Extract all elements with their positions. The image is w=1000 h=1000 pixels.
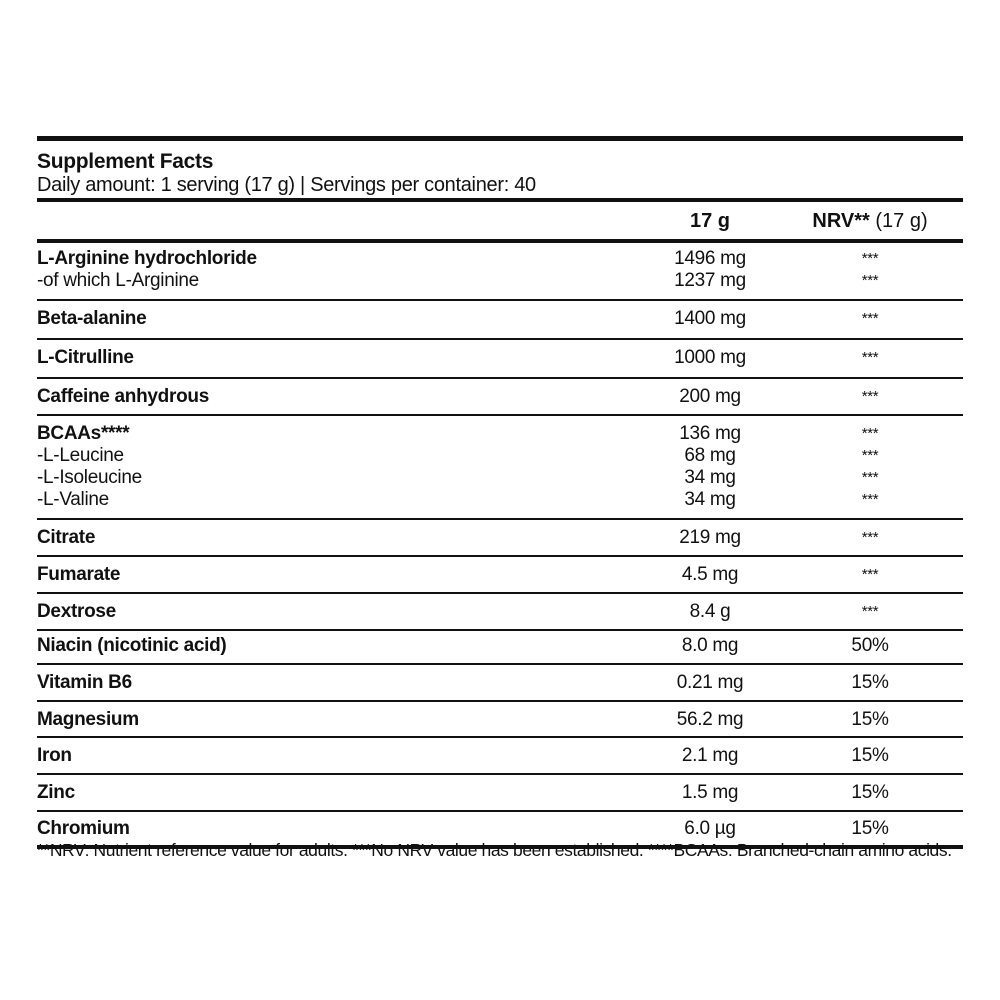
nutrient-amount: 1400 mg	[674, 308, 746, 329]
title-block	[37, 141, 963, 198]
nutrient-amount: 8.0 mg	[681, 635, 739, 656]
nutrient-amount: 1.5 mg	[681, 782, 739, 803]
nutrient-nrv: ***	[861, 603, 879, 620]
nutrient-amount: 6.0 µg	[684, 818, 736, 839]
supplement-facts-panel	[37, 136, 963, 849]
nutrient-name: Chromium	[37, 818, 130, 839]
nutrient-row	[37, 775, 963, 812]
nutrient-row	[37, 243, 963, 301]
nutrient-amount: 1000 mg	[674, 347, 746, 368]
nutrient-row	[37, 702, 963, 738]
nutrient-name: -of which L-Arginine	[37, 270, 199, 291]
nutrient-name: Dextrose	[37, 601, 116, 622]
nutrient-amount: 2.1 mg	[681, 745, 739, 766]
nutrient-nrv: ***	[861, 272, 879, 289]
nutrient-amount: 34 mg	[684, 489, 736, 510]
nutrient-nrv: 15%	[851, 818, 889, 839]
nutrient-nrv: ***	[861, 349, 879, 366]
nutrient-line	[37, 818, 963, 840]
nrv-header-bold: NRV**	[812, 210, 870, 232]
nutrient-amount: 68 mg	[684, 445, 736, 466]
nutrient-name: Beta-alanine	[37, 308, 147, 329]
nutrient-nrv: ***	[861, 388, 879, 405]
nutrient-amount: 136 mg	[679, 423, 741, 444]
nutrient-name: Magnesium	[37, 709, 139, 730]
nutrient-amount: 0.21 mg	[676, 672, 744, 693]
serving-info: Daily amount: 1 serving (17 g) | Servings per container: 40	[37, 174, 536, 196]
nutrient-name: Fumarate	[37, 564, 121, 585]
nutrient-amount: 56.2 mg	[676, 709, 744, 730]
nutrient-nrv: ***	[861, 529, 879, 546]
nutrient-line	[37, 745, 963, 767]
nutrient-line	[37, 308, 963, 330]
nutrient-row	[37, 594, 963, 631]
nutrient-name: L-Citrulline	[37, 347, 134, 368]
nutrient-amount: 1496 mg	[674, 248, 746, 269]
nutrient-row	[37, 738, 963, 775]
nutrient-table	[37, 243, 963, 849]
nutrient-row	[37, 520, 963, 557]
nutrient-line	[37, 709, 963, 731]
sub-nutrient-line	[37, 467, 963, 489]
nutrient-nrv: ***	[861, 310, 879, 327]
nutrient-name: Citrate	[37, 527, 96, 548]
nutrient-nrv: 15%	[851, 782, 889, 803]
nutrient-name: Vitamin B6	[37, 672, 132, 693]
nutrient-name: BCAAs****	[37, 423, 130, 444]
nutrient-line	[37, 527, 963, 549]
nutrient-amount: 200 mg	[679, 386, 741, 407]
nutrient-nrv: 15%	[851, 709, 889, 730]
nutrient-amount: 8.4 g	[689, 601, 731, 622]
nutrient-row	[37, 665, 963, 702]
nutrient-amount: 34 mg	[684, 467, 736, 488]
nutrient-nrv: ***	[861, 425, 879, 442]
nutrient-amount: 4.5 mg	[681, 564, 739, 585]
sub-nutrient-line	[37, 489, 963, 511]
nutrient-line	[37, 386, 963, 408]
nutrient-nrv: 50%	[851, 635, 889, 656]
nutrient-name: Iron	[37, 745, 72, 766]
nutrient-row	[37, 340, 963, 379]
nutrient-line	[37, 782, 963, 804]
nutrient-nrv: ***	[861, 250, 879, 267]
nutrient-line	[37, 347, 963, 369]
label-title: Supplement Facts	[37, 150, 214, 173]
nutrient-amount: 219 mg	[679, 527, 741, 548]
nrv-column-header	[755, 209, 985, 233]
nutrient-line	[37, 248, 963, 270]
nutrient-name: -L-Leucine	[37, 445, 124, 466]
nutrient-row	[37, 557, 963, 594]
nutrient-row	[37, 301, 963, 340]
nutrient-name: -L-Valine	[37, 489, 109, 510]
column-header	[37, 202, 963, 239]
nutrient-line	[37, 601, 963, 623]
nutrient-row	[37, 416, 963, 520]
nutrient-nrv: 15%	[851, 672, 889, 693]
nutrient-line	[37, 635, 963, 657]
nutrient-nrv: ***	[861, 447, 879, 464]
nutrient-name: Caffeine anhydrous	[37, 386, 209, 407]
nrv-header-rest: (17 g)	[869, 210, 928, 232]
nutrient-nrv: 15%	[851, 745, 889, 766]
footnote: **NRV: Nutrient reference value for adults. ***No NRV value has been established. ****BCAAs: Branched-chain amino acids.	[37, 840, 952, 860]
nutrient-name: L-Arginine hydrochloride	[37, 248, 257, 269]
nutrient-row	[37, 631, 963, 665]
nutrient-line	[37, 672, 963, 694]
nutrient-name: Zinc	[37, 782, 75, 803]
nutrient-nrv: ***	[861, 566, 879, 583]
amount-column-header: 17 g	[689, 210, 731, 232]
sub-nutrient-line	[37, 445, 963, 467]
nutrient-nrv: ***	[861, 491, 879, 508]
nutrient-line	[37, 423, 963, 445]
nutrient-line	[37, 564, 963, 586]
nutrient-amount: 1237 mg	[674, 270, 746, 291]
sub-nutrient-line	[37, 270, 963, 292]
nutrient-row	[37, 379, 963, 416]
nutrient-name: -L-Isoleucine	[37, 467, 142, 488]
nutrient-nrv: ***	[861, 469, 879, 486]
nutrient-name: Niacin (nicotinic acid)	[37, 635, 227, 656]
